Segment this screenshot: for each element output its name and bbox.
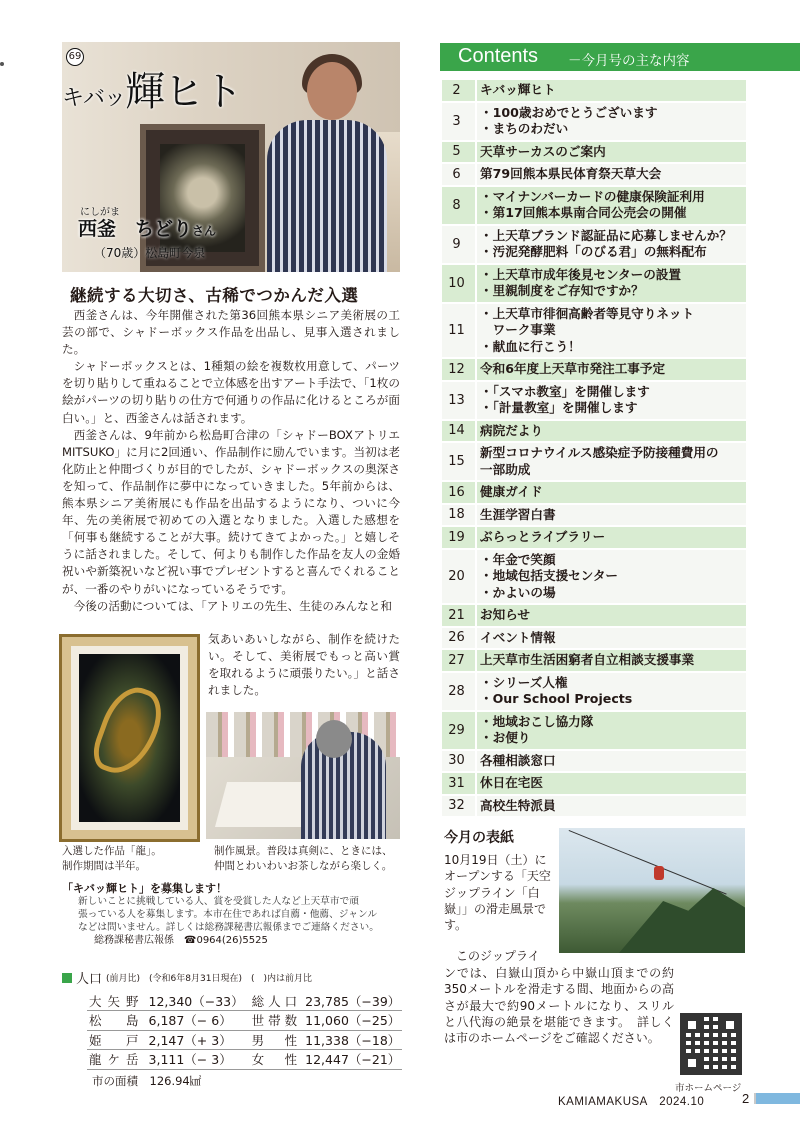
toc-entry bbox=[475, 527, 746, 548]
toc-entry bbox=[475, 382, 746, 419]
recruit-contact: 総務課秘書広報係 ☎0964(26)5525 bbox=[94, 935, 268, 946]
table-cell: 12,447（−21） bbox=[303, 1050, 402, 1070]
toc-page-number: 11 bbox=[442, 304, 475, 358]
table-cell: 23,785（−39） bbox=[303, 991, 402, 1011]
toc-page-number: 6 bbox=[442, 164, 475, 185]
recruit-body-line: などは問いません。詳しくは総務課秘書広報係までご連絡ください。 bbox=[78, 922, 379, 933]
population-table bbox=[87, 991, 402, 1070]
toc-entry bbox=[475, 482, 746, 503]
article-body bbox=[62, 307, 400, 615]
series-title bbox=[62, 60, 242, 117]
toc-entry-line: ・マイナンバーカードの健康保険証利用 bbox=[480, 188, 705, 204]
toc-entry-line: お知らせ bbox=[480, 607, 530, 622]
toc-page-number: 32 bbox=[442, 796, 475, 817]
toc-row bbox=[442, 605, 746, 628]
toc-row bbox=[442, 80, 746, 103]
toc-entry-line: ワーク事業 bbox=[480, 322, 556, 337]
cover-text: ンでは、白嶽山頂から中嶽山頂までの約350メートルを滑走する間、地面からの高さが最大で約90メートルになり、スリルと八代海の絶景を堪能できます。 詳しくは市のホームページをご確認ください。 bbox=[444, 966, 674, 1046]
page-number: 2 bbox=[742, 1091, 750, 1106]
toc-page-number: 13 bbox=[442, 382, 475, 419]
toc-entry-line: 休日在宅医 bbox=[480, 775, 543, 790]
population-title: 人口 bbox=[76, 972, 103, 987]
table-cell: 総人口 bbox=[246, 991, 304, 1011]
toc-entry bbox=[475, 421, 746, 442]
toc-page-number: 28 bbox=[442, 673, 475, 710]
page-tab-blue bbox=[756, 1093, 800, 1104]
recruit-body-line: 張っている人を募集します。本市在住であれば自薦・他薦、ジャンル bbox=[78, 909, 378, 920]
article-paragraph: 今後の活動については、「アトリエの先生、生徒のみんなと和 bbox=[73, 598, 392, 613]
subject-honorific: さん bbox=[192, 224, 217, 238]
toc-entry-line: 令和6年度上天草市発注工事予定 bbox=[480, 361, 666, 376]
toc-row bbox=[442, 650, 746, 673]
series-title-small: キバッ bbox=[62, 86, 126, 111]
qr-label: 市ホームページ bbox=[675, 1083, 742, 1094]
table-row bbox=[87, 1030, 402, 1050]
article-wrap-text bbox=[208, 631, 400, 699]
toc-entry bbox=[475, 628, 746, 649]
table-cell: 女 性 bbox=[246, 1050, 304, 1070]
toc-entry bbox=[475, 164, 746, 185]
toc-entry-line: ・年金で笑顔 bbox=[480, 551, 556, 567]
contents-header bbox=[440, 43, 800, 71]
table-of-contents bbox=[442, 80, 746, 818]
toc-entry-line: ・「スマホ教室」を開催します bbox=[480, 383, 650, 399]
toc-entry bbox=[475, 605, 746, 626]
toc-page-number: 5 bbox=[442, 142, 475, 163]
toc-row bbox=[442, 550, 746, 606]
toc-entry-line: 健康ガイド bbox=[480, 484, 543, 499]
toc-entry-line: 天草サーカスのご案内 bbox=[480, 143, 606, 159]
article-paragraph: 西釜さんは、9年前から松島町合津の「シャドーBOXアトリエMITSUKO」に月に2回通い、作品制作に励んでいます。当初は老化防止と仲間づくりが目的でしたが、シャドーボックスの奥深さを知って、作品制作に夢中になっていきました。5年前からは、熊本県シニア美術展にも作品を出品するようになり、ついに今年、先の美術展で初めての入選となりました。入選した感想を「何事も継続することが大事。続けてきてよかった。」と嬉しそうに話されました。そして、何よりも制作した作品を友人の金婚祝いや新築祝いなど祝い事でプレゼントすると喜んでくれることが、一番のやりがいになっているそうです。 bbox=[62, 427, 400, 596]
toc-entry-line: ・地域おこし協力隊 bbox=[480, 713, 594, 729]
cover-text: 10月19日（土）にオープンする「天空ジップライン「白嶽」」の滑走風景です。 bbox=[444, 853, 551, 933]
toc-page-number: 15 bbox=[442, 443, 475, 480]
toc-entry bbox=[475, 142, 746, 163]
table-cell: 11,060（−25） bbox=[303, 1011, 402, 1031]
table-cell: 大矢野 bbox=[87, 991, 147, 1011]
toc-entry bbox=[475, 712, 746, 749]
toc-page-number: 21 bbox=[442, 605, 475, 626]
toc-page-number: 18 bbox=[442, 505, 475, 526]
toc-entry-line: ・かよいの場 bbox=[480, 584, 556, 600]
article-paragraph-continued: 気あいあいしながら、制作を続けたい。そして、美術展でもっと高い賞を取れるように頑張りたい。」と話されました。 bbox=[208, 632, 400, 698]
toc-entry-line: ・汚泥発酵肥料「のびる君」の無料配布 bbox=[480, 244, 707, 259]
subject-ruby: にしがま bbox=[80, 207, 120, 218]
toc-entry-line: 新型コロナウイルス感染症予防接種費用の bbox=[480, 445, 719, 460]
table-cell: 姫 戸 bbox=[87, 1030, 147, 1050]
toc-entry bbox=[475, 265, 746, 302]
caption-line: 入選した作品「龍」。 bbox=[62, 845, 162, 857]
toc-row bbox=[442, 359, 746, 382]
toc-page-number: 12 bbox=[442, 359, 475, 380]
toc-entry bbox=[475, 304, 746, 358]
population-box bbox=[62, 968, 400, 1070]
caption-line: 制作期間は半年。 bbox=[62, 860, 146, 872]
artwork-dragon-photo bbox=[62, 637, 197, 839]
table-row bbox=[87, 1050, 402, 1070]
toc-row bbox=[442, 628, 746, 651]
toc-row bbox=[442, 265, 746, 304]
toc-entry-line: 第79回熊本県民体育祭天草大会 bbox=[480, 166, 662, 181]
subject-name-text: 西釜 ちどり bbox=[78, 218, 193, 240]
table-cell: 龍ケ岳 bbox=[87, 1050, 147, 1070]
toc-entry-line: 上天草市生活困窮者自立相談支援事業 bbox=[480, 652, 695, 667]
toc-entry-line: キバッ輝ヒト bbox=[480, 82, 556, 97]
crop-mark bbox=[0, 62, 4, 66]
toc-entry bbox=[475, 673, 746, 710]
toc-page-number: 20 bbox=[442, 550, 475, 604]
cover-text: このジップライ bbox=[456, 949, 540, 963]
article-paragraph: シャドーボックスとは、1種類の絵を複数枚用意して、パーツを切り貼りして重ねることで立体感を出すアート手法で、「1枚の絵がパーツの切り貼りの仕方で何通りの作品に化けるところが面白い。」と、西釜さんは話されます。 bbox=[62, 359, 400, 425]
population-note: (前月比) (令和6年8月31日現在) ( )内は前月比 bbox=[106, 974, 312, 984]
toc-entry bbox=[475, 796, 746, 817]
table-cell: 男 性 bbox=[246, 1030, 304, 1050]
toc-entry-line: ・献血に行こう！ bbox=[480, 338, 581, 354]
toc-row bbox=[442, 382, 746, 421]
table-cell: 12,340（−33） bbox=[147, 991, 246, 1011]
table-row bbox=[87, 991, 402, 1011]
toc-entry-line: ・お便り bbox=[480, 730, 531, 745]
toc-page-number: 2 bbox=[442, 80, 475, 101]
toc-entry bbox=[475, 505, 746, 526]
table-cell: 6,187（− 6） bbox=[147, 1011, 246, 1031]
toc-page-number: 30 bbox=[442, 751, 475, 772]
toc-row bbox=[442, 796, 746, 819]
toc-row bbox=[442, 421, 746, 444]
toc-row bbox=[442, 164, 746, 187]
toc-entry-line: 生涯学習白書 bbox=[480, 506, 556, 522]
toc-entry-line: ・第17回熊本県南合同公売会の開催 bbox=[480, 205, 687, 220]
toc-entry-line: 一部助成 bbox=[480, 461, 531, 477]
toc-entry-line: ・上天草市成年後見センターの設置 bbox=[480, 266, 681, 282]
toc-row bbox=[442, 773, 746, 796]
toc-row bbox=[442, 226, 746, 265]
toc-entry bbox=[475, 550, 746, 604]
caption-line: 制作風景。普段は真剣に、ときには、 bbox=[214, 845, 393, 857]
article-paragraph: 西釜さんは、今年開催された第36回熊本県シニア美術展の工芸の部で、シャドーボックス作品を出品し、見事入選されました。 bbox=[62, 308, 400, 357]
toc-entry bbox=[475, 443, 746, 480]
toc-entry bbox=[475, 773, 746, 794]
contents-subtitle: －今月号の主な内容 bbox=[568, 53, 690, 69]
toc-row bbox=[442, 187, 746, 226]
toc-row bbox=[442, 527, 746, 550]
footer-magazine: KAMIAMAKUSA 2024.10 bbox=[558, 1096, 705, 1108]
toc-entry-line: ぶらっとライブラリー bbox=[480, 529, 606, 544]
toc-entry-line: ・「計量教室」を開催します bbox=[480, 400, 638, 415]
cover-section-title: 今月の表紙 bbox=[444, 830, 514, 846]
caption-studio bbox=[214, 844, 404, 874]
series-title-big: 輝ヒト bbox=[125, 69, 243, 115]
subject-name bbox=[78, 214, 216, 241]
toc-entry-line: ・地域包括支援センター bbox=[480, 568, 619, 583]
toc-entry bbox=[475, 650, 746, 671]
toc-row bbox=[442, 482, 746, 505]
table-cell: 3,111（− 3） bbox=[147, 1050, 246, 1070]
toc-page-number: 29 bbox=[442, 712, 475, 749]
toc-entry-line: イベント情報 bbox=[480, 629, 556, 645]
toc-page-number: 19 bbox=[442, 527, 475, 548]
article-headline: 継続する大切さ、古稀でつかんだ入選 bbox=[70, 286, 359, 305]
qr-code[interactable] bbox=[680, 1013, 742, 1075]
toc-entry-line: 病院だより bbox=[480, 422, 543, 438]
toc-entry-line: ・Our School Projects bbox=[480, 691, 633, 706]
toc-entry-line: ・まちのわだい bbox=[480, 121, 569, 136]
toc-entry-line: ・シリーズ人権 bbox=[480, 674, 568, 690]
series-number: 69 bbox=[66, 48, 84, 66]
toc-entry bbox=[475, 103, 746, 140]
green-square-icon bbox=[62, 973, 72, 983]
caption-artwork bbox=[62, 844, 202, 874]
recruit-body-line: 新しいことに挑戦している人、賞を受賞した人など上天草市で頑 bbox=[78, 896, 359, 907]
population-header bbox=[62, 968, 400, 987]
table-cell: 2,147（+ 3） bbox=[147, 1030, 246, 1050]
toc-entry bbox=[475, 751, 746, 772]
contents-title: Contents bbox=[458, 45, 539, 67]
toc-page-number: 27 bbox=[442, 650, 475, 671]
subject-info: （70歳）松島町今泉 bbox=[94, 246, 206, 260]
toc-page-number: 14 bbox=[442, 421, 475, 442]
toc-row bbox=[442, 505, 746, 528]
toc-entry-line: 高校生特派員 bbox=[480, 797, 556, 813]
toc-entry-line: ・100歳おめでとうございます bbox=[480, 104, 658, 120]
toc-row bbox=[442, 103, 746, 142]
table-cell: 11,338（−18） bbox=[303, 1030, 402, 1050]
table-row bbox=[87, 1011, 402, 1031]
toc-entry-line: ・里親制度をご存知ですか？ bbox=[480, 283, 644, 298]
caption-line: 仲間とわいわいお茶しながら楽しく。 bbox=[214, 860, 393, 872]
cover-zipline-photo bbox=[559, 828, 745, 953]
toc-page-number: 16 bbox=[442, 482, 475, 503]
toc-entry bbox=[475, 80, 746, 101]
studio-photo bbox=[206, 712, 400, 839]
toc-page-number: 10 bbox=[442, 265, 475, 302]
toc-entry bbox=[475, 226, 746, 263]
table-cell: 松 島 bbox=[87, 1011, 147, 1031]
toc-row bbox=[442, 443, 746, 482]
toc-row bbox=[442, 142, 746, 165]
toc-row bbox=[442, 304, 746, 360]
toc-page-number: 26 bbox=[442, 628, 475, 649]
toc-page-number: 8 bbox=[442, 187, 475, 224]
toc-entry bbox=[475, 359, 746, 380]
toc-row bbox=[442, 712, 746, 751]
toc-page-number: 31 bbox=[442, 773, 475, 794]
toc-entry-line: ・上天草ブランド認証品に応募しませんか？ bbox=[480, 227, 732, 243]
toc-row bbox=[442, 751, 746, 774]
table-cell: 世帯数 bbox=[246, 1011, 304, 1031]
city-area: 市の面積 126.94㎢ bbox=[92, 1074, 202, 1088]
recruit-title: 「キバッ輝ヒト」を募集します！ bbox=[62, 882, 227, 895]
toc-entry-line: ・上天草市徘徊高齢者等見守りネット bbox=[480, 305, 695, 321]
toc-row bbox=[442, 673, 746, 712]
toc-entry bbox=[475, 187, 746, 224]
toc-page-number: 9 bbox=[442, 226, 475, 263]
recruit-notice bbox=[62, 882, 400, 947]
toc-page-number: 3 bbox=[442, 103, 475, 140]
toc-entry-line: 各種相談窓口 bbox=[480, 752, 556, 768]
